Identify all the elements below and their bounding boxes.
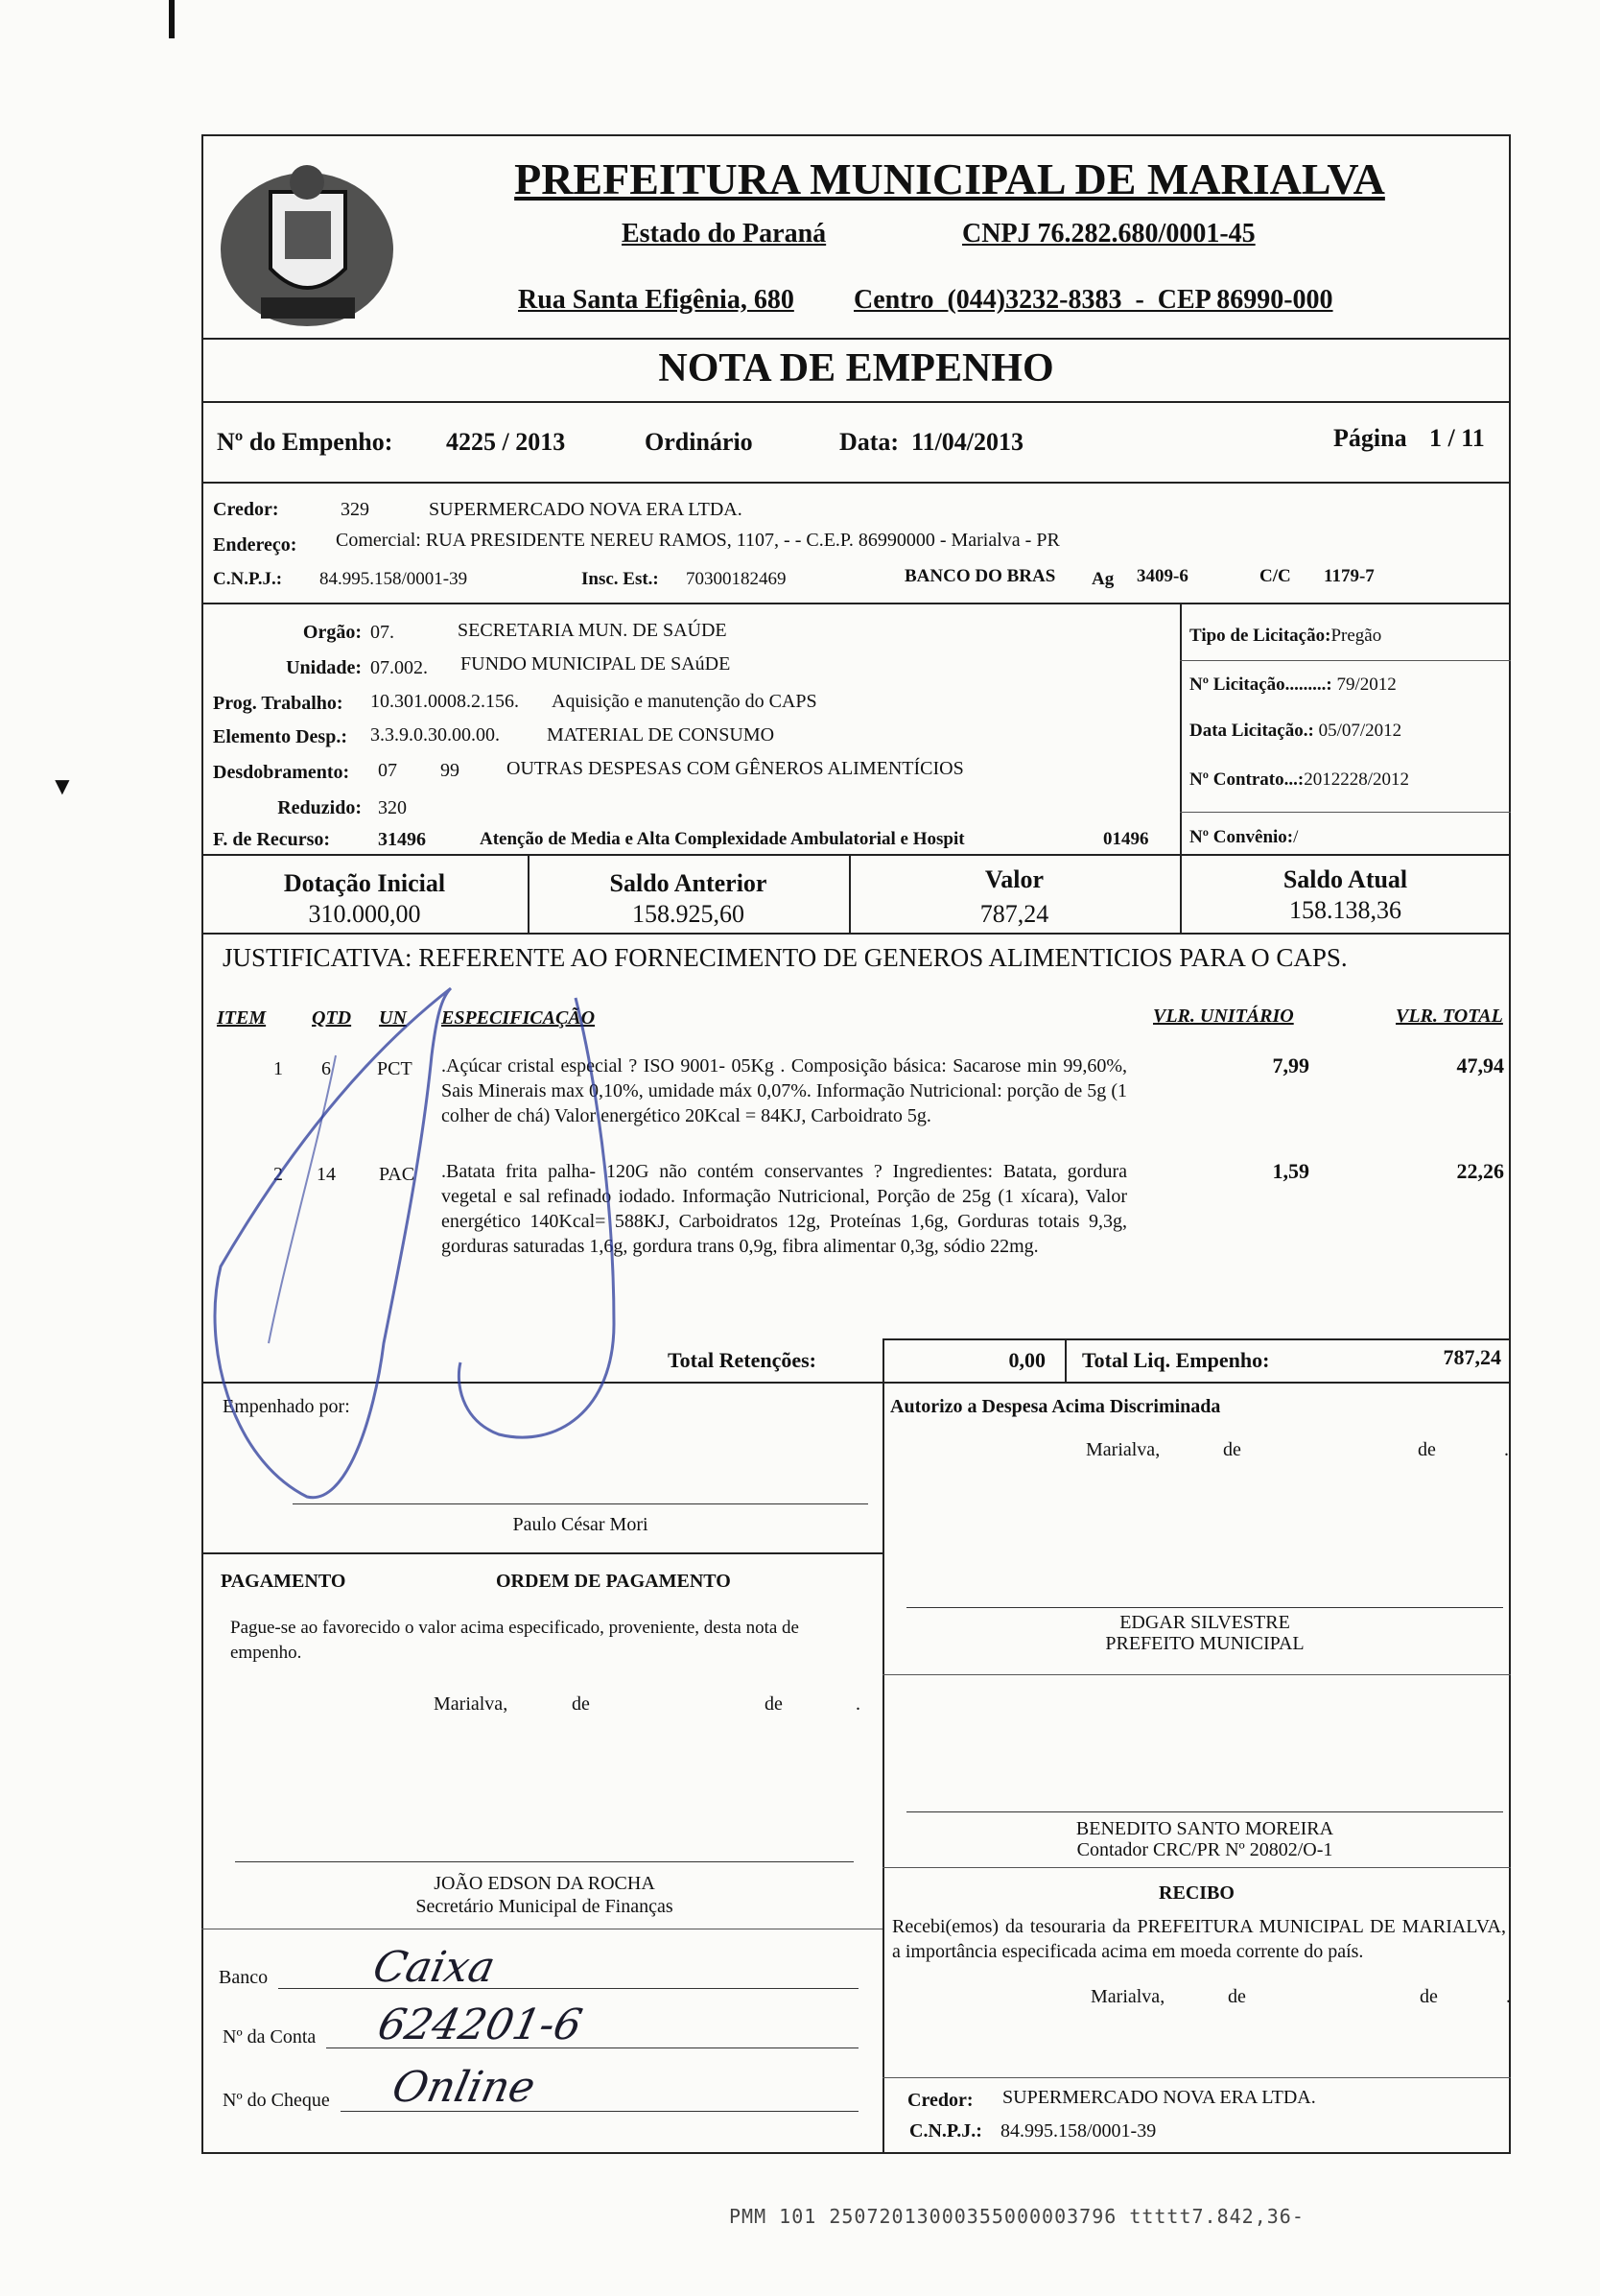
credor-label: Credor: [213, 499, 279, 520]
col-qtd: QTD [312, 1007, 352, 1029]
recibo-text: Recebi(emos) da tesouraria da PREFEITURA MUNICIPAL DE MARIALVA, a importância especificada acima em moeda corrente do país. [892, 1916, 1506, 1962]
liq-value: 787,24 [1443, 1345, 1501, 1369]
orgao-name: SECRETARIA MUN. DE SAÚDE [458, 620, 727, 641]
item-1-number: 1 [273, 1058, 283, 1079]
elemento-label: Elemento Desp.: [213, 726, 347, 747]
ordem-pagamento-label: ORDEM DE PAGAMENTO [496, 1571, 731, 1592]
recurso-code: 31496 [378, 829, 426, 850]
col-un: UN [379, 1007, 407, 1029]
item-1-unit-price: 7,99 [1272, 1053, 1309, 1077]
divider [882, 1382, 884, 2154]
item-2-total: 22,26 [1456, 1159, 1504, 1183]
cc-value: 1179-7 [1324, 566, 1375, 586]
ag-label: Ag [1092, 569, 1115, 589]
elemento-name: MATERIAL DE CONSUMO [547, 724, 775, 746]
unidade-name: FUNDO MUNICIPAL DE SAúDE [460, 653, 731, 675]
num-convenio: Nº Convênio:/ [1189, 827, 1299, 847]
desdob-b: 99 [440, 760, 459, 781]
divider [201, 1382, 1511, 1384]
page-number: 1 / 11 [1429, 424, 1485, 452]
unidade-code: 07.002. [370, 657, 428, 678]
credor-code: 329 [341, 499, 369, 520]
saldo-atual-value: 158.138,36 [1289, 896, 1401, 924]
orgao-code: 07. [370, 622, 394, 643]
empenhado-label: Empenhado por: [223, 1396, 350, 1417]
recurso-name: Atenção de Media e Alta Complexidade Ambulatorial e Hospit [480, 829, 965, 849]
recibo-city: Marialva, [1091, 1986, 1165, 2007]
autorizo-de2: de [1418, 1439, 1436, 1460]
secretario-role: Secretário Municipal de Finanças [415, 1896, 673, 1917]
divider [1180, 603, 1182, 854]
divider [1180, 660, 1511, 661]
divider [1180, 812, 1511, 813]
pagamento-city: Marialva, [434, 1693, 508, 1715]
retencoes-value: 0,00 [1008, 1348, 1046, 1372]
recurso-label: F. de Recurso: [213, 829, 331, 850]
recibo-dot: . [1506, 1986, 1511, 2007]
pagamento-label: PAGAMENTO [221, 1571, 346, 1592]
desdob-label: Desdobramento: [213, 762, 350, 783]
item-1-un: PCT [377, 1058, 412, 1079]
secretario-name: JOÃO EDSON DA ROCHA [434, 1873, 655, 1894]
tipo-licitacao: Tipo de Licitação:Pregão [1189, 626, 1382, 646]
banco-value[interactable]: Caixa [368, 1943, 500, 1992]
contador-name: BENEDITO SANTO MOREIRA [1075, 1818, 1334, 1839]
divider [201, 401, 1511, 403]
coat-of-arms-icon [213, 154, 400, 341]
divider [882, 1867, 1511, 1868]
micr-line: PMM 101 25072013000355000003796 ttttt7.842,36- [729, 2205, 1305, 2228]
cheque-label: Nº do Cheque [223, 2090, 330, 2111]
saldo-anterior-label: Saldo Anterior [609, 869, 767, 897]
valor-value: 787,24 [979, 900, 1049, 928]
item-2-unit-price: 1,59 [1272, 1159, 1309, 1183]
empenho-label: Nº do Empenho: [217, 428, 393, 456]
saldo-atual-label: Saldo Atual [1282, 865, 1408, 893]
divider [1065, 1338, 1067, 1382]
empenho-type: Ordinário [645, 428, 753, 456]
item-2-desc: .Batata frita palha- 120G não contém conservantes ? Ingredientes: Batata, gordura vegetal e sal refinado iodado. Informação Nutricional, Porção de 25g (1 xícara), Valor energético 140Kcal= 588KJ, Carboidratos 12g, Proteínas 1,6g, Gorduras totais 9,3g, gorduras saturadas 1,6g, gordura trans 0,9g, fibra alimentar 0,3g, sódio 22mg. [441, 1161, 1127, 1257]
banco-line [278, 1988, 859, 1989]
col-vlr-total: VLR. TOTAL [1396, 1006, 1503, 1027]
prog-name: Aquisição e manutenção do CAPS [552, 691, 817, 712]
justificativa: JUSTIFICATIVA: REFERENTE AO FORNECIMENTO DE GENEROS ALIMENTICIOS PARA O CAPS. [223, 943, 1348, 972]
divider [201, 338, 1511, 340]
item-2-un: PAC [379, 1164, 415, 1185]
empenhado-signer: Paulo César Mori [512, 1514, 648, 1535]
credor-cnpj-label: C.N.P.J.: [213, 569, 283, 589]
divider [882, 1338, 884, 1382]
data-licitacao: Data Licitação.: 05/07/2012 [1189, 721, 1402, 741]
reduzido-label: Reduzido: [277, 797, 362, 818]
signature-line [906, 1811, 1503, 1812]
cheque-value[interactable]: Online [388, 2063, 540, 2112]
credor-address: Comercial: RUA PRESIDENTE NEREU RAMOS, 1107, - - C.E.P. 86990000 - Marialva - PR [336, 530, 1060, 551]
cnpj-label: CNPJ 76.282.680/0001-45 [962, 219, 1256, 249]
empenho-date-label: Data: [839, 428, 900, 456]
dotacao-value: 310.000,00 [308, 900, 421, 928]
item-1-desc: .Açúcar cristal especial ? ISO 9001- 05Kg . Composição básica: Sacarose min 99,60%, Sais Minerais max 0,10%, umidade máx 0,07%. Informação Nutricional: porção de 5g (1 colher de chá) Valor energético 20Kcal = 84KJ, Carboidrato 5g. [441, 1055, 1127, 1126]
divider [201, 482, 1511, 484]
empenho-number: 4225 / 2013 [446, 428, 566, 456]
recibo-de1: de [1228, 1986, 1246, 2007]
autorizo-de1: de [1223, 1439, 1241, 1460]
prefeito-name: EDGAR SILVESTRE [1119, 1612, 1290, 1633]
insc-value: 70300182469 [686, 569, 787, 589]
divider [882, 1674, 1511, 1675]
prefeito-role: PREFEITO MUNICIPAL [1105, 1633, 1305, 1654]
footer-cnpj-label: C.N.P.J.: [909, 2120, 982, 2142]
item-2-number: 2 [273, 1164, 283, 1185]
autorizo-dot: . [1504, 1439, 1509, 1460]
insc-label: Insc. Est.: [581, 569, 659, 589]
autorizo-city: Marialva, [1086, 1439, 1161, 1460]
num-contrato: Nº Contrato...:2012228/2012 [1189, 769, 1409, 790]
prog-code: 10.301.0008.2.156. [370, 691, 519, 712]
address-field-label: Endereço: [213, 534, 297, 556]
conta-label: Nº da Conta [223, 2026, 317, 2047]
divider [882, 2077, 1511, 2078]
item-1-qtd: 6 [321, 1058, 331, 1079]
desdob-a: 07 [378, 760, 397, 781]
municipality-title: PREFEITURA MUNICIPAL DE MARIALVA [514, 154, 1385, 203]
credor-cnpj: 84.995.158/0001-39 [319, 569, 468, 589]
divider [882, 1338, 1511, 1340]
elemento-code: 3.3.9.0.30.00.00. [370, 724, 500, 746]
recibo-de2: de [1420, 1986, 1438, 2007]
address-label: Centro (044)3232-8383 - CEP 86990-000 [854, 285, 1333, 315]
col-espec: ESPECIFICAÇÃO [441, 1007, 596, 1029]
footer-cnpj: 84.995.158/0001-39 [1000, 2120, 1157, 2142]
footer-credor-label: Credor: [907, 2090, 974, 2111]
arrow-mark: ▼ [50, 772, 75, 800]
pagamento-de1: de [572, 1693, 590, 1715]
autorizo-label: Autorizo a Despesa Acima Discriminada [890, 1396, 1221, 1417]
divider [201, 1552, 882, 1554]
dotacao-label: Dotação Inicial [283, 869, 446, 897]
divider [201, 933, 1511, 935]
divider [201, 603, 1511, 604]
col-item: ITEM [217, 1007, 267, 1029]
item-2-qtd: 14 [317, 1164, 336, 1185]
street-label: Rua Santa Efigênia, 680 [518, 285, 794, 315]
item-1-total: 47,94 [1456, 1053, 1504, 1077]
footer-credor-name: SUPERMERCADO NOVA ERA LTDA. [1002, 2087, 1316, 2108]
signature-line [906, 1607, 1503, 1608]
liq-label: Total Liq. Empenho: [1082, 1348, 1270, 1372]
recurso-extra: 01496 [1103, 829, 1149, 849]
bank-name: BANCO DO BRAS [905, 566, 1056, 586]
credor-name: SUPERMERCADO NOVA ERA LTDA. [429, 499, 742, 520]
num-licitacao: Nº Licitação.........: 79/2012 [1189, 675, 1397, 695]
col-vlr-unitario: VLR. UNITÁRIO [1153, 1006, 1294, 1027]
doc-title: NOTA DE EMPENHO [658, 346, 1054, 391]
scan-mark [169, 0, 175, 38]
empenho-date: 11/04/2013 [911, 428, 1024, 456]
contador-role: Contador CRC/PR Nº 20802/O-1 [1076, 1839, 1333, 1860]
conta-value[interactable]: 624201-6 [373, 2000, 587, 2049]
valor-label: Valor [984, 865, 1045, 893]
reduzido-value: 320 [378, 797, 407, 818]
retencoes-label: Total Retenções: [668, 1348, 816, 1372]
pagamento-de2: de [765, 1693, 783, 1715]
state-label: Estado do Paraná [622, 219, 827, 249]
orgao-label: Orgão: [302, 622, 362, 643]
desdob-name: OUTRAS DESPESAS COM GÊNEROS ALIMENTÍCIOS [506, 758, 964, 779]
saldo-anterior-value: 158.925,60 [632, 900, 744, 928]
cc-label: C/C [1259, 566, 1291, 586]
banco-label: Banco [219, 1967, 269, 1988]
unidade-label: Unidade: [286, 657, 362, 678]
recibo-label: RECIBO [1159, 1882, 1235, 1904]
signature-line [293, 1503, 868, 1504]
pagamento-text: Pague-se ao favorecido o valor acima especificado, proveniente, desta nota de empenho. [230, 1618, 799, 1663]
signature-line [235, 1861, 854, 1862]
divider [201, 854, 1511, 856]
pagamento-dot: . [856, 1693, 860, 1715]
page-label: Página [1333, 424, 1407, 452]
ag-value: 3409-6 [1137, 566, 1188, 586]
prog-label: Prog. Trabalho: [213, 693, 343, 714]
